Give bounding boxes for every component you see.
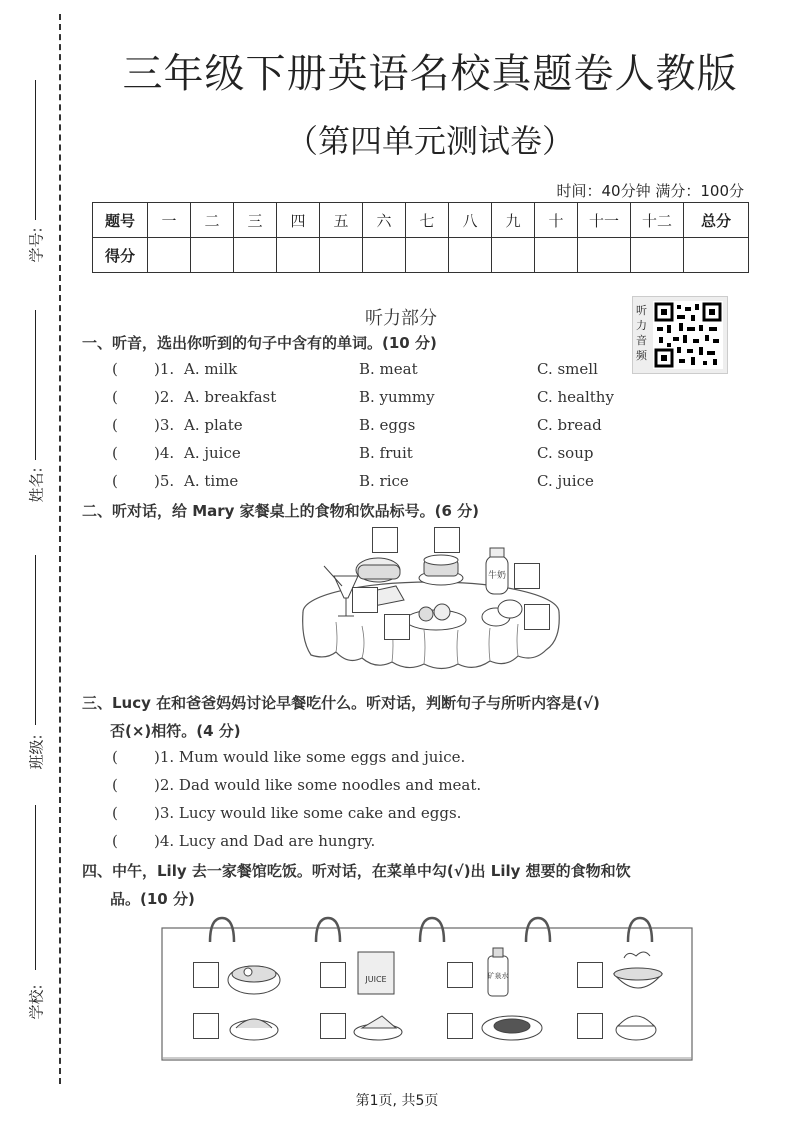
score-cell[interactable] <box>578 238 631 273</box>
answer-paren[interactable]: ( <box>112 748 118 766</box>
row-label-question: 题号 <box>93 203 148 238</box>
qr-code-icon[interactable] <box>632 296 728 374</box>
option-c: C. bread <box>537 416 602 434</box>
score-cell[interactable] <box>234 238 277 273</box>
page-title: 三年级下册英语名校真题卷人教版 <box>122 51 738 97</box>
statement-text: )3. Lucy would like some cake and eggs. <box>154 804 462 822</box>
section-title-listening: 听力部分 <box>365 308 437 329</box>
col-header: 十 <box>535 203 578 238</box>
item-number: )2. <box>154 388 175 406</box>
col-header: 二 <box>191 203 234 238</box>
menu-board-illustration <box>158 912 698 1064</box>
col-header-total: 总分 <box>684 203 749 238</box>
menu-checkbox[interactable] <box>577 962 603 988</box>
option-b: B. rice <box>359 472 409 490</box>
statement-text: )2. Dad would like some noodles and meat. <box>154 776 482 794</box>
col-header: 八 <box>449 203 492 238</box>
row-label-score: 得分 <box>93 238 148 273</box>
name-label: 姓名: <box>27 467 46 503</box>
label-box[interactable] <box>372 527 398 553</box>
question-1-title: 一、听音，选出你听到的句子中含有的单词。(10 分) <box>82 334 437 352</box>
question-2-title: 二、听对话，给 Mary 家餐桌上的食物和饮品标号。(6 分) <box>82 502 480 520</box>
menu-checkbox[interactable] <box>447 962 473 988</box>
score-cell-total[interactable] <box>684 238 749 273</box>
item-number: )4. <box>154 444 175 462</box>
answer-paren[interactable]: ( <box>112 360 118 378</box>
answer-paren[interactable]: ( <box>112 444 118 462</box>
student-id-field <box>18 80 54 280</box>
option-a: A. breakfast <box>184 388 277 406</box>
option-b: B. fruit <box>359 444 413 462</box>
label-box[interactable] <box>524 604 550 630</box>
question-4-title-line2: 品。(10 分) <box>110 890 195 908</box>
score-cell[interactable] <box>492 238 535 273</box>
answer-paren[interactable]: ( <box>112 804 118 822</box>
time-info: 时间：40分钟 满分：100分 <box>556 182 744 200</box>
answer-paren[interactable]: ( <box>112 776 118 794</box>
score-cell[interactable] <box>631 238 684 273</box>
menu-checkbox[interactable] <box>193 962 219 988</box>
menu-checkbox[interactable] <box>193 1013 219 1039</box>
col-header: 九 <box>492 203 535 238</box>
answer-paren[interactable]: ( <box>112 472 118 490</box>
option-c: C. soup <box>537 444 594 462</box>
col-header: 十一 <box>578 203 631 238</box>
label-box[interactable] <box>514 563 540 589</box>
class-label: 班级: <box>27 734 46 770</box>
name-field <box>18 310 54 510</box>
menu-checkbox[interactable] <box>447 1013 473 1039</box>
option-c: C. juice <box>537 472 594 490</box>
question-4-title-line1: 四、中午，Lily 去一家餐馆吃饭。听对话，在菜单中勾(√)出 Lily 想要的食物和饮 <box>82 862 631 880</box>
score-cell[interactable] <box>363 238 406 273</box>
answer-paren[interactable]: ( <box>112 416 118 434</box>
question-3-title-line1: 三、Lucy 在和爸爸妈妈讨论早餐吃什么。听对话，判断句子与所听内容是(√) <box>82 694 600 712</box>
score-cell[interactable] <box>406 238 449 273</box>
option-a: A. juice <box>184 444 241 462</box>
statement-text: )4. Lucy and Dad are hungry. <box>154 832 376 850</box>
school-field <box>18 805 54 1025</box>
label-box[interactable] <box>384 614 410 640</box>
col-header: 三 <box>234 203 277 238</box>
col-header: 一 <box>148 203 191 238</box>
school-label: 学校: <box>27 984 46 1020</box>
binding-dashed-line <box>59 14 61 1084</box>
water-bottle-label: 矿泉水 <box>487 972 509 980</box>
statement-text: )1. Mum would like some eggs and juice. <box>154 748 466 766</box>
col-header: 七 <box>406 203 449 238</box>
juice-box-label: JUICE <box>365 975 387 984</box>
class-field <box>18 555 54 775</box>
col-header: 五 <box>320 203 363 238</box>
label-box[interactable] <box>352 587 378 613</box>
option-b: B. yummy <box>359 388 435 406</box>
score-cell[interactable] <box>148 238 191 273</box>
option-a: A. milk <box>184 360 238 378</box>
item-number: )5. <box>154 472 175 490</box>
page-subtitle: （第四单元测试卷） <box>285 122 574 160</box>
score-cell[interactable] <box>320 238 363 273</box>
score-cell[interactable] <box>535 238 578 273</box>
menu-checkbox[interactable] <box>320 962 346 988</box>
menu-checkbox[interactable] <box>320 1013 346 1039</box>
label-box[interactable] <box>434 527 460 553</box>
score-cell[interactable] <box>449 238 492 273</box>
menu-checkbox[interactable] <box>577 1013 603 1039</box>
answer-paren[interactable]: ( <box>112 832 118 850</box>
score-cell[interactable] <box>191 238 234 273</box>
item-number: )1. <box>154 360 175 378</box>
option-a: A. time <box>184 472 239 490</box>
option-b: B. eggs <box>359 416 416 434</box>
option-c: C. smell <box>537 360 598 378</box>
question-3-title-line2: 否(×)相符。(4 分) <box>110 722 241 740</box>
dining-table-illustration <box>296 520 566 680</box>
student-id-label: 学号: <box>27 227 46 263</box>
score-table <box>92 202 749 273</box>
col-header: 十二 <box>631 203 684 238</box>
col-header: 六 <box>363 203 406 238</box>
col-header: 四 <box>277 203 320 238</box>
milk-label: 牛奶 <box>487 571 507 581</box>
option-a: A. plate <box>184 416 243 434</box>
answer-paren[interactable]: ( <box>112 388 118 406</box>
qr-label: 听力音频 <box>636 304 647 362</box>
option-c: C. healthy <box>537 388 614 406</box>
page-number: 第1页, 共5页 <box>355 1093 439 1109</box>
option-b: B. meat <box>359 360 418 378</box>
score-cell[interactable] <box>277 238 320 273</box>
item-number: )3. <box>154 416 175 434</box>
